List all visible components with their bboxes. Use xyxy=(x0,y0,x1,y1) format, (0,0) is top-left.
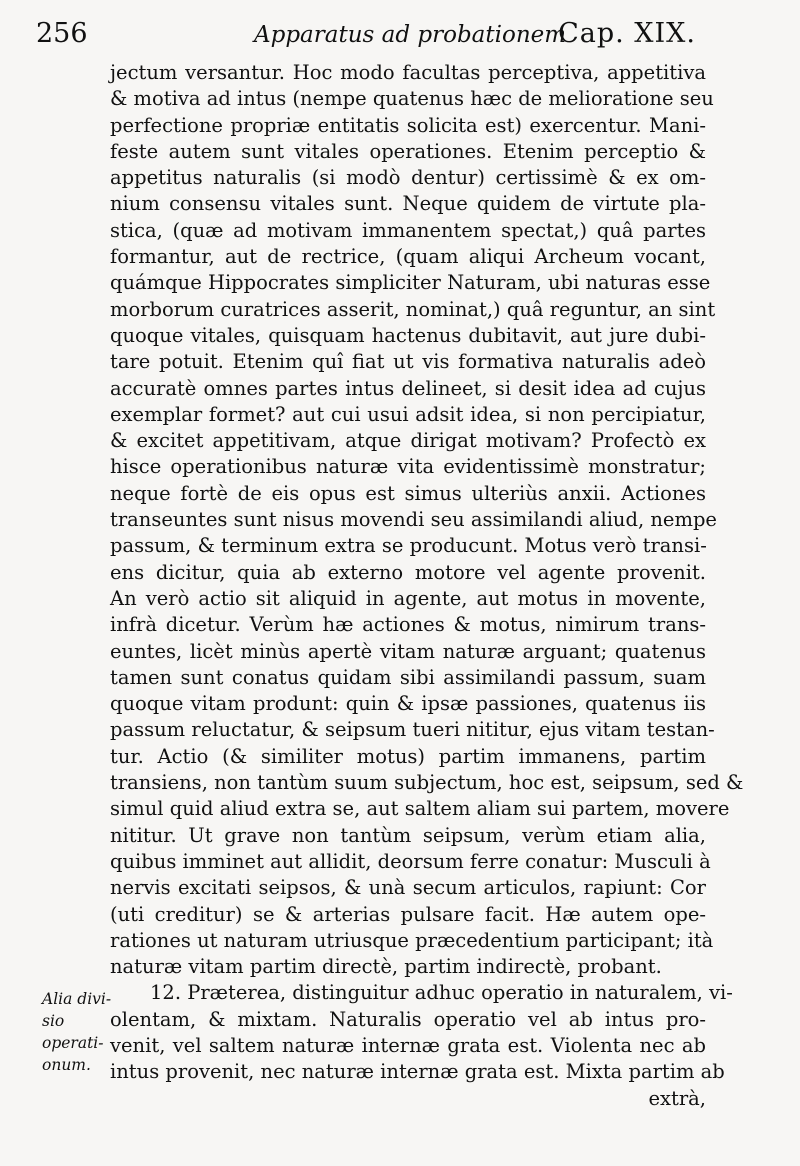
text-line: nium consensu vitales sunt. Neque quidem de virtute pla- xyxy=(110,192,706,216)
page-number: 256 xyxy=(36,18,88,49)
text-line: venit, vel saltem naturæ internæ grata est. Violenta nec ab xyxy=(110,1033,706,1057)
text-line: (uti creditur) se & arterias pulsare facit. Hæ autem ope- xyxy=(110,902,706,926)
text-line: hisce operationibus naturæ vita evidentissimè monstratur; xyxy=(110,455,706,479)
text-line: & excitet appetitivam, atque dirigat motivam? Profectò ex xyxy=(110,429,706,453)
marginal-note-line: sio operati- xyxy=(42,1012,104,1052)
marginal-note-line: Alia divi- xyxy=(42,990,112,1008)
text-line: nititur. Ut grave non tantùm seipsum, verùm etiam alia, xyxy=(110,823,706,847)
text-line: passum, & terminum extra se producunt. Motus verò transi- xyxy=(110,534,707,558)
text-line: neque fortè de eis opus est simus ulteriùs anxii. Actiones xyxy=(110,481,706,505)
text-line: accuratè omnes partes intus delineet, si desit idea ad cujus xyxy=(110,376,706,400)
text-line: transiens, non tantùm suum subjectum, hoc est, seipsum, sed & xyxy=(110,771,744,795)
page-header xyxy=(36,14,696,54)
text-line: rationes ut naturam utriusque præcedentium participant; ità xyxy=(110,928,714,952)
text-line: stica, (quæ ad motivam immanentem spectat,) quâ partes xyxy=(110,218,706,242)
text-line: euntes, licèt minùs apertè vitam naturæ arguant; quatenus xyxy=(110,639,706,663)
text-line: morborum curatrices asserit, nominat,) quâ reguntur, an sint xyxy=(110,297,716,321)
text-line: quámque Hippocrates simpliciter Naturam, ubi naturas esse xyxy=(110,271,711,295)
marginal-note-line: onum. xyxy=(42,1056,91,1074)
text-line: tur. Actio (& similiter motus) partim immanens, partim xyxy=(110,744,706,768)
body-text xyxy=(110,60,744,1112)
text-line: simul quid aliud extra se, aut saltem aliam sui partem, movere xyxy=(110,797,730,821)
text-line: ens dicitur, quia ab externo motore vel agente provenit. xyxy=(110,560,706,584)
text-line: jectum versantur. Hoc modo facultas perceptiva, appetitiva xyxy=(110,61,706,84)
text-line: An verò actio sit aliquid in agente, aut motus in movente, xyxy=(110,586,706,610)
text-line: passum reluctatur, & seipsum tueri nititur, ejus vitam testan- xyxy=(110,718,715,742)
text-line: naturæ vitam partim directè, partim indirectè, probant. xyxy=(110,955,662,979)
text-line: olentam, & mixtam. Naturalis operatio vel ab intus pro- xyxy=(110,1007,706,1031)
text-line: quibus imminet aut allidit, deorsum ferre conatur: Musculi à xyxy=(110,849,711,873)
text-line: nervis excitati seipsos, & unà secum articulos, rapiunt: Cor xyxy=(110,876,706,900)
marginal-note xyxy=(42,988,114,1076)
text-line: & motiva ad intus (nempe quatenus hæc de melioratione seu xyxy=(110,87,714,111)
text-line: infrà dicetur. Verùm hæ actiones & motus, nimirum trans- xyxy=(110,613,706,637)
text-line: tare potuit. Etenim quî fiat ut vis formativa naturalis adeò xyxy=(110,350,706,374)
text-line: quoque vitales, quisquam hactenus dubitavit, aut jure dubi- xyxy=(110,323,706,347)
text-line: 12. Præterea, distinguitur adhuc operatio in naturalem, vi- xyxy=(150,981,733,1005)
text-line: quoque vitam produnt: quin & ipsæ passiones, quatenus iis xyxy=(110,692,706,716)
text-line: perfectione propriæ entitatis solicita est) exercentur. Mani- xyxy=(110,113,706,137)
text-line: formantur, aut de rectrice, (quam aliqui Archeum vocant, xyxy=(110,245,706,269)
text-line: tamen sunt conatus quidam sibi assimilandi passum, suam xyxy=(110,665,706,689)
text-line: exemplar formet? aut cui usui adsit idea, si non percipiatur, xyxy=(110,402,706,426)
text-line: transeuntes sunt nisus movendi seu assimilandi aliud, nempe xyxy=(110,508,717,532)
chapter-label: Cap. XIX. xyxy=(558,18,696,49)
text-line: feste autem sunt vitales operationes. Etenim perceptio & xyxy=(110,139,706,163)
text-line: intus provenit, nec naturæ internæ grata est. Mixta partim ab xyxy=(110,1060,725,1084)
catchword: extrà, xyxy=(648,1086,706,1110)
running-title: Apparatus ad probationem xyxy=(254,22,567,48)
text-line: appetitus naturalis (si modò dentur) certissimè & ex om- xyxy=(110,166,706,190)
